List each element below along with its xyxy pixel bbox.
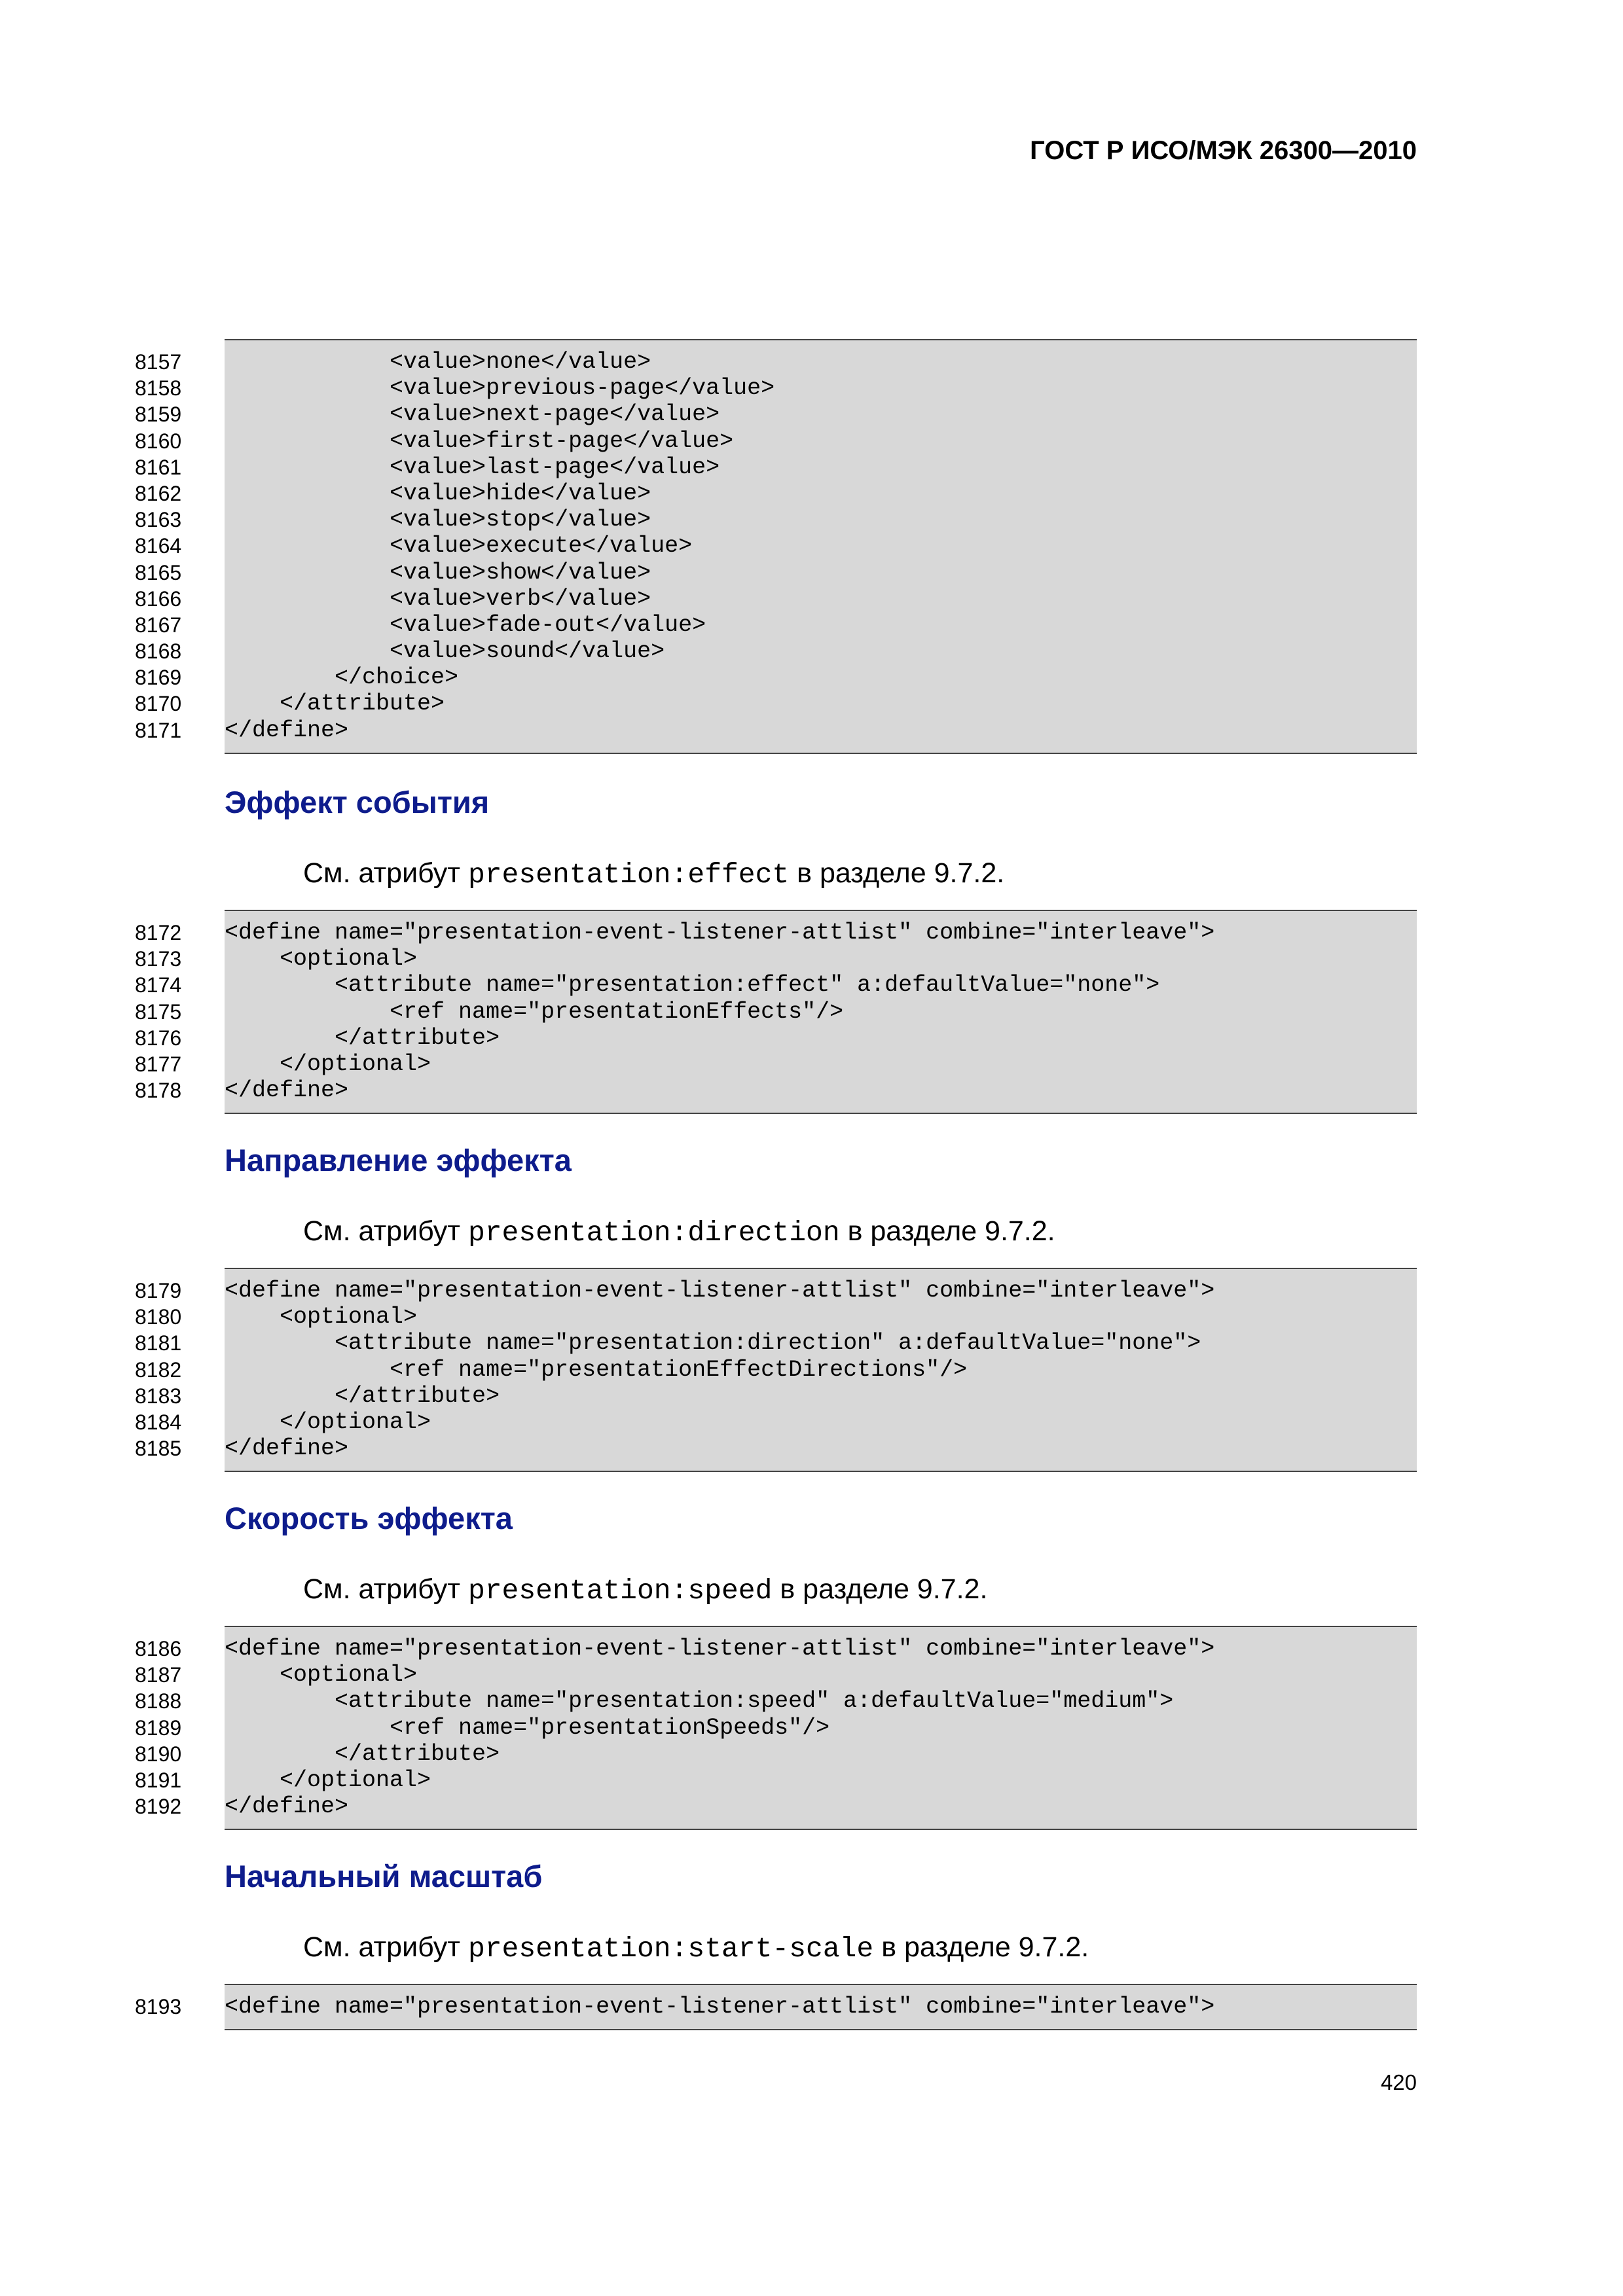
code-line	[135, 480, 1417, 507]
line-code: </optional>	[225, 1050, 431, 1077]
paragraph-text-before: См. атрибут	[303, 1931, 468, 1963]
reference-paragraph	[303, 1573, 987, 1607]
line-code: <value>next-page</value>	[225, 401, 720, 428]
line-number: 8160	[135, 429, 182, 453]
line-number: 8178	[135, 1079, 182, 1103]
line-code: <value>stop</value>	[225, 507, 651, 533]
line-code: <ref name="presentationEffects"/>	[225, 998, 844, 1025]
code-block	[135, 1626, 1417, 1830]
code-line	[135, 1636, 1417, 1662]
code-line	[135, 507, 1417, 533]
page-number: 420	[1380, 2070, 1417, 2094]
line-number: 8185	[135, 1437, 182, 1461]
code-line	[135, 349, 1417, 375]
line-code: <optional>	[225, 946, 418, 973]
line-code: <optional>	[225, 1662, 418, 1689]
line-code: <define name="presentation-event-listener-attlist" combine="interleave">	[225, 1994, 1215, 2020]
line-number: 8175	[135, 999, 182, 1024]
code-line	[135, 1050, 1417, 1077]
line-code: </attribute>	[225, 1382, 500, 1409]
code-line	[135, 691, 1417, 717]
line-number: 8166	[135, 586, 182, 611]
attribute-code: presentation:effect	[467, 859, 790, 891]
line-number: 8186	[135, 1637, 182, 1660]
code-line	[135, 1740, 1417, 1767]
line-number: 8188	[135, 1689, 182, 1713]
line-number: 8183	[135, 1384, 182, 1408]
code-line	[135, 1793, 1417, 1820]
code-block	[135, 339, 1417, 754]
line-code: </define>	[225, 1077, 349, 1104]
line-code: <define name="presentation-event-listener-attlist" combine="interleave">	[225, 1278, 1215, 1304]
line-number: 8180	[135, 1305, 182, 1329]
line-number: 8162	[135, 481, 182, 505]
line-code: </optional>	[225, 1767, 431, 1793]
code-line	[135, 585, 1417, 612]
line-number: 8189	[135, 1715, 182, 1740]
paragraph-text-before: См. атрибут	[303, 857, 468, 889]
code-line	[135, 401, 1417, 428]
section-heading: Начальный масштаб	[225, 1859, 543, 1893]
line-code: </define>	[225, 717, 349, 744]
code-line	[135, 533, 1417, 560]
line-code: <value>sound</value>	[225, 638, 665, 665]
line-code: </optional>	[225, 1408, 431, 1435]
line-number: 8193	[135, 1995, 182, 2018]
line-number: 8174	[135, 973, 182, 997]
line-number: 8173	[135, 947, 182, 971]
paragraph-text-before: См. атрибут	[303, 1215, 468, 1247]
code-line	[135, 1408, 1417, 1435]
code-line	[135, 454, 1417, 480]
paragraph-text-after: в разделе 9.7.2.	[789, 857, 1005, 889]
line-number: 8164	[135, 534, 182, 558]
line-code: <attribute name="presentation:speed" a:defaultValue="medium">	[225, 1688, 1174, 1715]
code-line	[135, 1767, 1417, 1793]
line-number: 8159	[135, 403, 182, 427]
line-code: </choice>	[225, 664, 459, 691]
code-block	[135, 1268, 1417, 1472]
code-line	[135, 1662, 1417, 1689]
code-line	[135, 946, 1417, 973]
attribute-code: presentation:speed	[467, 1575, 773, 1607]
line-number: 8158	[135, 376, 182, 401]
code-line	[135, 375, 1417, 402]
line-number: 8157	[135, 350, 182, 374]
paragraph-text-after: в разделе 9.7.2.	[772, 1573, 988, 1605]
line-number: 8163	[135, 508, 182, 532]
code-line	[135, 427, 1417, 454]
section-heading: Направление эффекта	[225, 1143, 572, 1177]
line-code: <optional>	[225, 1304, 418, 1331]
line-code: <value>fade-out</value>	[225, 611, 706, 638]
code-line	[135, 1994, 1417, 2020]
line-code: <define name="presentation-event-listener-attlist" combine="interleave">	[225, 920, 1215, 946]
line-number: 8179	[135, 1279, 182, 1302]
line-code: <value>last-page</value>	[225, 454, 720, 480]
code-line	[135, 1382, 1417, 1409]
line-code: <define name="presentation-event-listener-attlist" combine="interleave">	[225, 1636, 1215, 1662]
code-line	[135, 717, 1417, 744]
paragraph-text-after: в разделе 9.7.2.	[839, 1215, 1055, 1247]
line-code: <value>first-page</value>	[225, 427, 734, 454]
paragraph-text-before: См. атрибут	[303, 1573, 468, 1605]
code-line	[135, 1304, 1417, 1331]
line-code: </attribute>	[225, 1740, 500, 1767]
line-number: 8192	[135, 1795, 182, 1819]
line-number: 8165	[135, 560, 182, 584]
reference-paragraph	[303, 1215, 1055, 1249]
line-number: 8172	[135, 921, 182, 944]
code-line	[135, 1688, 1417, 1715]
line-code: </define>	[225, 1435, 349, 1462]
code-block	[135, 910, 1417, 1114]
line-code: <value>verb</value>	[225, 585, 651, 612]
code-line	[135, 638, 1417, 665]
code-line	[135, 664, 1417, 691]
code-line	[135, 1024, 1417, 1051]
line-number: 8171	[135, 718, 182, 742]
attribute-code: presentation:start-scale	[467, 1933, 874, 1965]
page-header-doc-id: ГОСТ Р ИСО/МЭК 26300—2010	[1030, 136, 1417, 165]
paragraph-text-after: в разделе 9.7.2.	[873, 1931, 1089, 1963]
code-line	[135, 1714, 1417, 1741]
code-line	[135, 972, 1417, 999]
code-line	[135, 1435, 1417, 1462]
line-number: 8169	[135, 666, 182, 690]
line-code: <value>show</value>	[225, 559, 651, 586]
line-code: <ref name="presentationSpeeds"/>	[225, 1714, 830, 1741]
line-number: 8176	[135, 1026, 182, 1050]
section-heading: Скорость эффекта	[225, 1501, 513, 1535]
code-line	[135, 1330, 1417, 1357]
code-line	[135, 1077, 1417, 1104]
line-code: </define>	[225, 1793, 349, 1820]
line-number: 8181	[135, 1331, 182, 1355]
reference-paragraph	[303, 857, 1004, 891]
line-number: 8191	[135, 1768, 182, 1792]
line-code: <value>previous-page</value>	[225, 375, 775, 402]
code-line	[135, 1356, 1417, 1383]
code-block	[135, 1984, 1417, 2030]
line-code: <ref name="presentationEffectDirections"/>	[225, 1356, 968, 1383]
line-number: 8170	[135, 692, 182, 716]
line-code: </attribute>	[225, 691, 445, 717]
line-number: 8187	[135, 1663, 182, 1687]
section-heading: Эффект события	[225, 785, 490, 819]
line-number: 8184	[135, 1410, 182, 1434]
line-code: <value>hide</value>	[225, 480, 651, 507]
line-number: 8161	[135, 455, 182, 479]
line-number: 8177	[135, 1052, 182, 1076]
code-line	[135, 1278, 1417, 1304]
line-number: 8168	[135, 639, 182, 664]
line-code: <attribute name="presentation:effect" a:defaultValue="none">	[225, 972, 1160, 999]
line-code: <value>execute</value>	[225, 533, 693, 560]
line-code: <attribute name="presentation:direction" a:defaultValue="none">	[225, 1330, 1201, 1357]
line-number: 8190	[135, 1742, 182, 1766]
line-code: <value>none</value>	[225, 349, 651, 375]
code-line	[135, 559, 1417, 586]
code-line	[135, 611, 1417, 638]
line-code: </attribute>	[225, 1024, 500, 1051]
attribute-code: presentation:direction	[467, 1217, 840, 1249]
reference-paragraph	[303, 1931, 1089, 1965]
code-line	[135, 998, 1417, 1025]
line-number: 8182	[135, 1357, 182, 1382]
code-line	[135, 920, 1417, 946]
line-number: 8167	[135, 613, 182, 637]
